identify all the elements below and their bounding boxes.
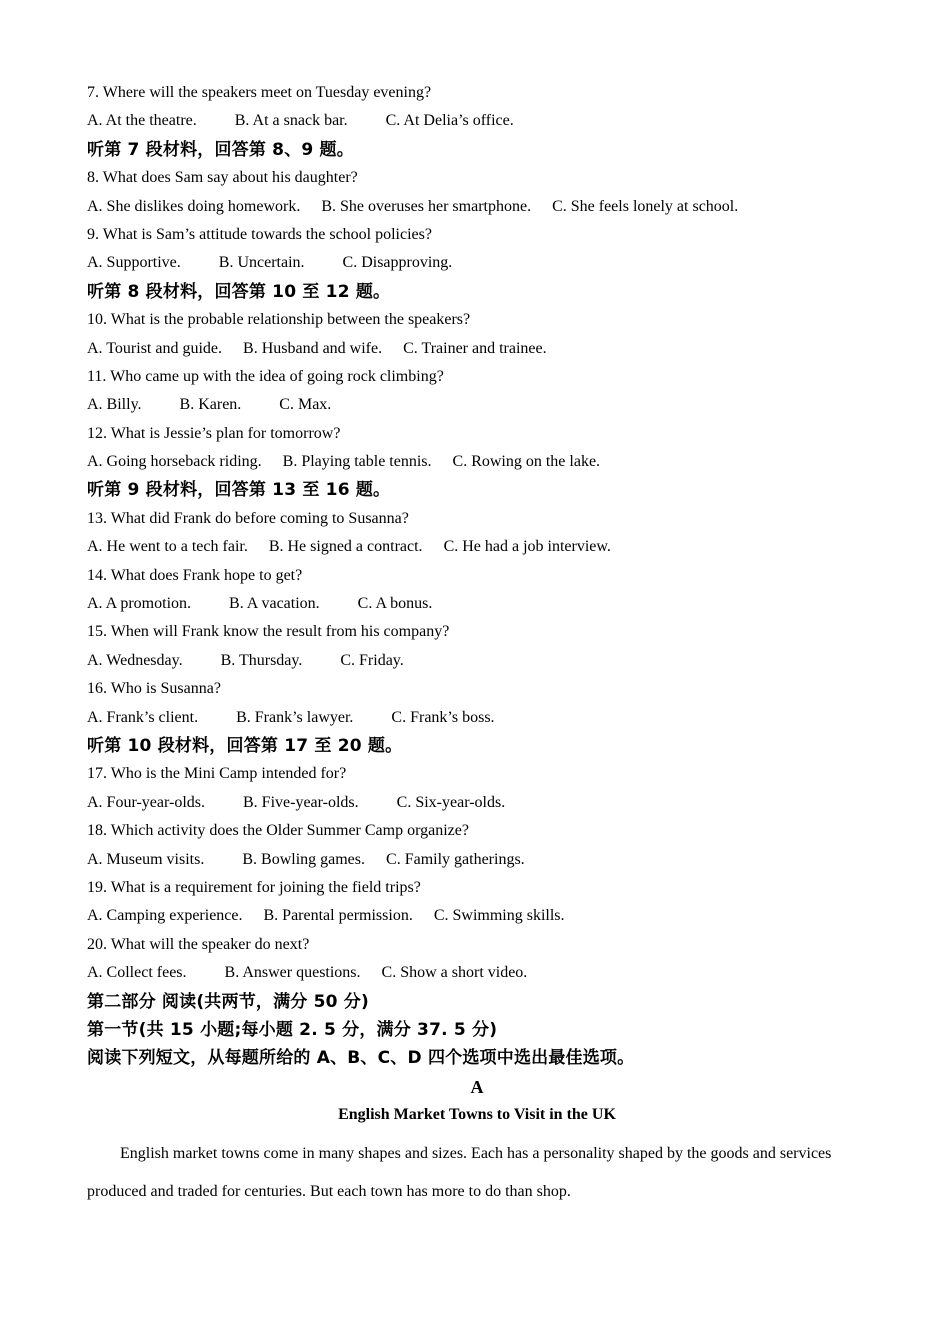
answer-options bbox=[87, 107, 867, 135]
question-text: 18. Which activity does the Older Summer Camp organize? bbox=[87, 822, 469, 840]
answer-option: B. A vacation. bbox=[229, 595, 320, 613]
answer-option: A. Wednesday. bbox=[87, 651, 183, 669]
passage-title: English Market Towns to Visit in the UK bbox=[338, 1106, 616, 1124]
answer-option: C. Swimming skills. bbox=[433, 907, 565, 925]
part-two-heading: 第二部分 阅读(共两节，满分 50 分) bbox=[87, 991, 369, 1012]
answer-options bbox=[87, 448, 867, 476]
answer-options bbox=[87, 704, 867, 732]
answer-option: C. Frank’s boss. bbox=[391, 708, 495, 726]
question-text: 13. What did Frank do before coming to Susanna? bbox=[87, 509, 409, 527]
answer-option: C. Friday. bbox=[340, 651, 404, 669]
answer-option: C. Show a short video. bbox=[381, 964, 528, 982]
passage-letter: A bbox=[470, 1076, 484, 1097]
question-text: 12. What is Jessie’s plan for tomorrow? bbox=[87, 424, 341, 442]
answer-option: A. Going horseback riding. bbox=[87, 453, 262, 471]
listening-questions bbox=[87, 79, 867, 988]
answer-options bbox=[87, 533, 867, 561]
question-text: 14. What does Frank hope to get? bbox=[87, 566, 303, 584]
question-text: 19. What is a requirement for joining the field trips? bbox=[87, 878, 421, 896]
answer-option: C. He had a job interview. bbox=[443, 538, 611, 556]
answer-option: A. Museum visits. bbox=[87, 850, 205, 868]
answer-option: B. He signed a contract. bbox=[268, 538, 423, 556]
question-text: 15. When will Frank know the result from his company? bbox=[87, 623, 450, 641]
answer-option: B. Bowling games. bbox=[242, 850, 366, 868]
answer-options bbox=[87, 959, 867, 987]
answer-option: A. He went to a tech fair. bbox=[87, 538, 248, 556]
answer-option: B. She overuses her smartphone. bbox=[321, 197, 532, 215]
question-text: 11. Who came up with the idea of going rock climbing? bbox=[87, 367, 444, 385]
answer-option: B. Uncertain. bbox=[218, 254, 305, 272]
passage-paragraph: English market towns come in many shapes and sizes. Each has a personality shaped by the goods and services produced and traded for centuries. But each town has more to do than shop. bbox=[87, 1145, 832, 1201]
answer-option: C. A bonus. bbox=[357, 595, 433, 613]
answer-option: A. Supportive. bbox=[87, 254, 181, 272]
document-page bbox=[87, 79, 867, 1211]
answer-options bbox=[87, 902, 867, 930]
section-heading: 听第 9 段材料，回答第 13 至 16 题。 bbox=[87, 480, 391, 501]
answer-option: B. Husband and wife. bbox=[243, 339, 383, 357]
answer-option: C. Family gatherings. bbox=[386, 850, 525, 868]
answer-option: C. At Delia’s office. bbox=[385, 112, 514, 130]
answer-option: B. Playing table tennis. bbox=[282, 453, 432, 471]
section-heading: 听第 10 段材料，回答第 17 至 20 题。 bbox=[87, 735, 403, 756]
answer-option: A. Billy. bbox=[87, 396, 142, 414]
question-text: 17. Who is the Mini Camp intended for? bbox=[87, 765, 347, 783]
answer-option: C. Six-year-olds. bbox=[396, 793, 506, 811]
question-text: 16. Who is Susanna? bbox=[87, 680, 221, 698]
answer-option: A. A promotion. bbox=[87, 595, 192, 613]
answer-option: A. Camping experience. bbox=[87, 907, 243, 925]
reading-instruction: 阅读下列短文，从每题所给的 A、B、C、D 四个选项中选出最佳选项。 bbox=[87, 1048, 635, 1069]
answer-option: A. She dislikes doing homework. bbox=[87, 197, 301, 215]
answer-options bbox=[87, 335, 867, 363]
answer-option: C. Disapproving. bbox=[342, 254, 453, 272]
answer-options bbox=[87, 647, 867, 675]
section-one-heading: 第一节(共 15 小题;每小题 2. 5 分，满分 37. 5 分) bbox=[87, 1019, 498, 1040]
answer-option: C. She feels lonely at school. bbox=[552, 197, 739, 215]
answer-option: B. Frank’s lawyer. bbox=[236, 708, 354, 726]
answer-option: B. At a snack bar. bbox=[234, 112, 348, 130]
question-text: 7. Where will the speakers meet on Tuesday evening? bbox=[87, 84, 432, 101]
answer-option: B. Answer questions. bbox=[224, 964, 361, 982]
answer-option: C. Max. bbox=[279, 396, 332, 414]
question-text: 9. What is Sam’s attitude towards the school policies? bbox=[87, 225, 432, 243]
answer-option: A. Four-year-olds. bbox=[87, 793, 205, 811]
answer-options bbox=[87, 193, 867, 221]
question-text: 20. What will the speaker do next? bbox=[87, 935, 310, 953]
question-text: 8. What does Sam say about his daughter? bbox=[87, 169, 358, 187]
answer-options bbox=[87, 846, 867, 874]
answer-options bbox=[87, 590, 867, 618]
answer-options bbox=[87, 789, 867, 817]
answer-option: C. Trainer and trainee. bbox=[403, 339, 547, 357]
question-text: 10. What is the probable relationship between the speakers? bbox=[87, 311, 471, 329]
answer-option: A. Frank’s client. bbox=[87, 708, 199, 726]
answer-option: A. At the theatre. bbox=[87, 112, 197, 130]
answer-options bbox=[87, 249, 867, 277]
answer-option: B. Parental permission. bbox=[263, 907, 413, 925]
answer-option: A. Collect fees. bbox=[87, 964, 187, 982]
answer-options bbox=[87, 391, 867, 419]
answer-option: B. Karen. bbox=[179, 396, 242, 414]
section-heading: 听第 7 段材料，回答第 8、9 题。 bbox=[87, 139, 354, 160]
answer-option: A. Tourist and guide. bbox=[87, 339, 223, 357]
answer-option: B. Thursday. bbox=[220, 651, 303, 669]
answer-option: B. Five-year-olds. bbox=[243, 793, 359, 811]
answer-option: C. Rowing on the lake. bbox=[452, 453, 601, 471]
section-heading: 听第 8 段材料，回答第 10 至 12 题。 bbox=[87, 281, 391, 302]
